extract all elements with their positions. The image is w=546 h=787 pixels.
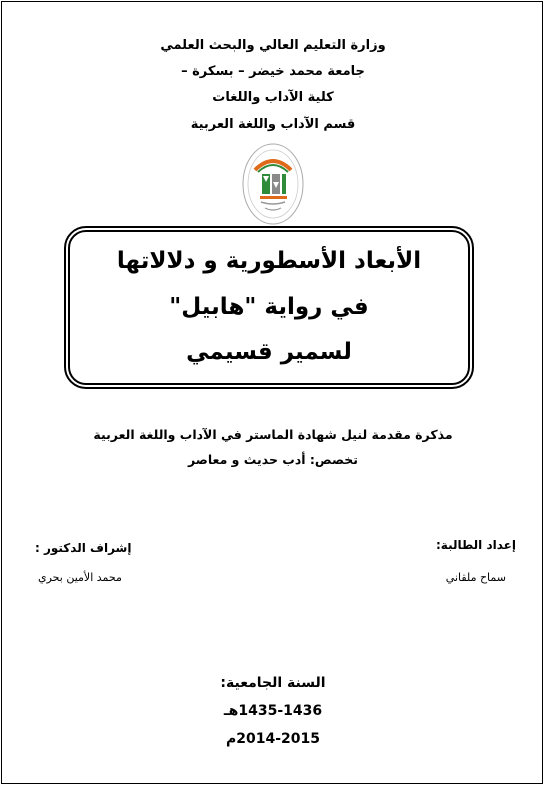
supervisor-name: محمد الأمين بحري [38,571,122,584]
student-label: إعداد الطالبة: [436,538,516,552]
title-line-2: في رواية "هابيل" [169,294,369,320]
faculty-name: كلية الآداب واللغات [212,90,334,105]
academic-year-label: السنة الجامعية: [220,675,326,691]
university-name: جامعة محمد خيضر – بسكرة – [181,64,365,79]
academic-year-gregorian: 2014-2015م [225,731,320,747]
academic-year-hijri: 1435-1436هـ [223,703,323,719]
title-frame [68,230,470,385]
supervisor-label: إشراف الدكتور : [35,541,132,555]
thesis-specialty: تخصص: أدب حديث و معاصر [187,452,358,467]
student-name: سماح ملقاني [445,571,506,584]
department-name: قسم الآداب واللغة العربية [190,117,356,132]
title-line-1: الأبعاد الأسطورية و دلالاتها [116,248,422,274]
thesis-purpose: مذكرة مقدمة لنيل شهادة الماستر في الآداب واللغة العربية [93,427,453,442]
ministry-name: وزارة التعليم العالي والبحث العلمي [160,38,386,53]
university-seal-icon [241,142,305,226]
title-line-3: لسمير قسيمي [186,339,352,365]
